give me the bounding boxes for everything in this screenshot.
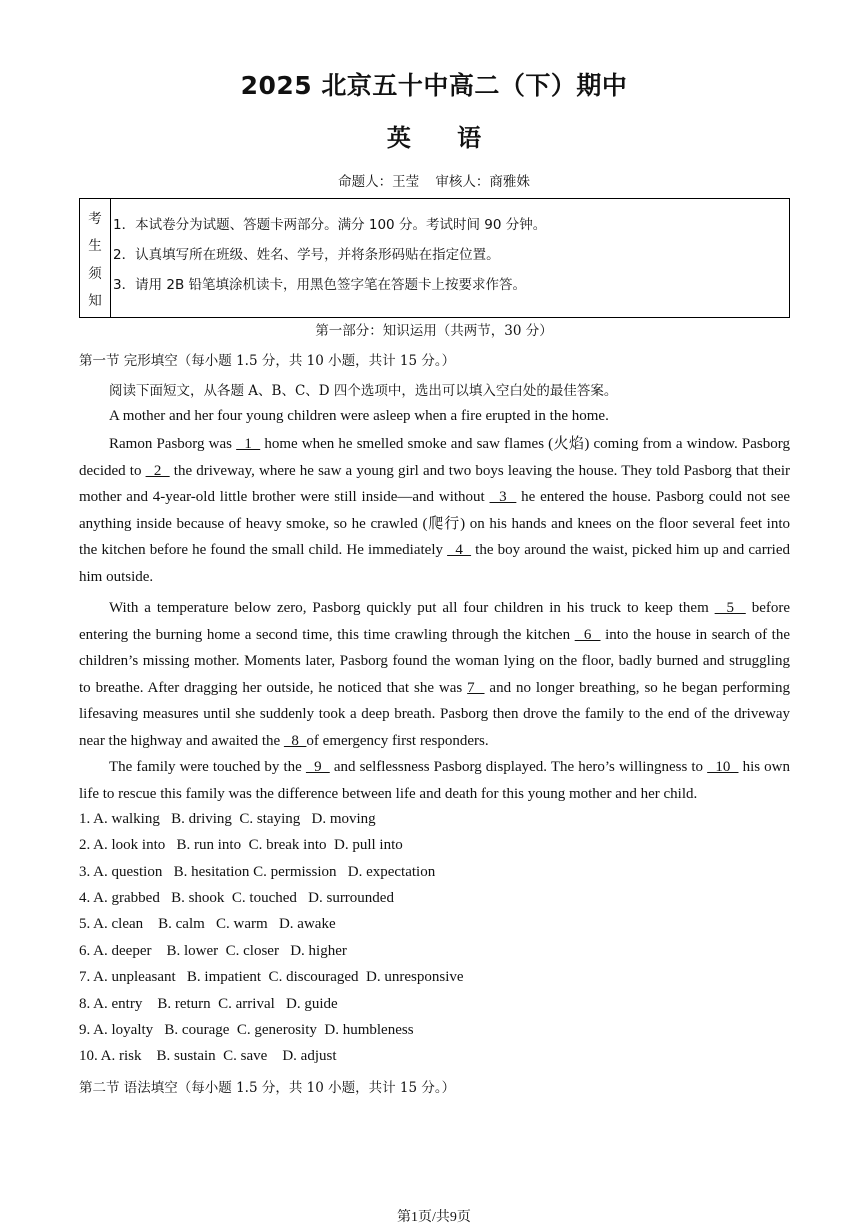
- section-two-title: 第二节 语法填空（每小题 1.5 分，共 10 小题，共计 15 分。）: [79, 1080, 456, 1096]
- notice-heading-char: 生: [88, 238, 102, 255]
- passage-text: he entered the house. Pasborg could not see anything inside because of heavy smoke, so he crawled (爬行) on his hands and knees on the floor several feet into the kitchen before he found the small child. He immediately: [79, 489, 791, 559]
- instruction-text: 阅读下面短文，从各题 A、B、C、D 四个选项中，选出可以填入空白处的最佳答案。: [109, 383, 618, 399]
- blank-10: 10: [707, 759, 739, 775]
- part-one-title: 第一部分：知识运用（共两节，30 分）: [315, 323, 553, 339]
- notice-heading-char: 须: [88, 265, 102, 282]
- blank-2: 2: [145, 462, 170, 479]
- passage-text: the driveway, where he saw a young girl and two boys leaving the house. They told Pasborg that their mother and 4-year-old little brother were still inside—and without: [79, 462, 790, 506]
- option-row: 8. A. entry B. return C. arrival D. guide: [79, 996, 338, 1012]
- passage-paragraph-4: [79, 754, 790, 807]
- subject-title: 英 语: [386, 124, 482, 152]
- notice-heading-char: 考: [88, 210, 102, 227]
- blank-3: 3: [489, 489, 517, 506]
- blank-6: 6: [574, 626, 601, 643]
- candidate-notice-box: [79, 198, 790, 318]
- exam-title: 2025 北京五十中高二（下）期中: [240, 71, 628, 100]
- page-number: 第1页/共9页: [397, 1210, 471, 1225]
- option-row: 3. A. question B. hesitation C. permission D. expectation: [79, 864, 436, 880]
- passage-text: home when he smelled smoke and saw flames (火焰) coming from a window. Pasborg decided to: [79, 436, 790, 479]
- option-row: 6. A. deeper B. lower C. closer D. higher: [79, 943, 347, 959]
- option-row: 4. A. grabbed B. shook C. touched D. surrounded: [79, 890, 394, 906]
- notice-item: 1．本试卷分为试题、答题卡两部分。满分 100 分。考试时间 90 分钟。: [113, 217, 547, 233]
- setter-name: 命题人：王莹: [338, 174, 420, 190]
- passage-paragraph-2: [79, 431, 790, 591]
- passage-text: and selflessness Pasborg displayed. The hero’s willingness to: [329, 759, 708, 775]
- option-row: 7. A. unpleasant B. impatient C. discouraged D. unresponsive: [79, 969, 464, 985]
- passage-text: and no longer breathing, so he began performing lifesaving measures until she suddenly took a deep breath. Pasborg then drove the family to the end of the driveway near the highway and awaited the: [79, 679, 791, 749]
- notice-item: 2．认真填写所在班级、姓名、学号，并将条形码贴在指定位置。: [113, 247, 500, 263]
- authors-line: [0, 170, 868, 190]
- option-row: 10. A. risk B. sustain C. save D. adjust: [79, 1048, 337, 1064]
- notice-heading-char: 知: [88, 293, 102, 310]
- notice-item: 3．请用 2B 铅笔填涂机读卡，用黑色签字笔在答题卡上按要求作答。: [113, 277, 527, 293]
- option-row: 9. A. loyalty B. courage C. generosity D. humbleness: [79, 1022, 414, 1038]
- passage-text: With a temperature below zero, Pasborg quickly put all four children in his truck to keep them: [109, 600, 715, 616]
- blank-5: 5: [714, 600, 746, 616]
- passage-text: his own life to rescue this family was the difference between life and death for this young mother and her child.: [79, 759, 790, 802]
- passage-paragraph-3: [79, 595, 790, 755]
- reviewer-name: 审核人：商雅姝: [435, 174, 530, 190]
- notice-items: [111, 199, 789, 317]
- passage-text: Ramon Pasborg was: [109, 436, 237, 452]
- passage-text: The family were touched by the: [109, 759, 306, 775]
- blank-9: 9: [305, 759, 330, 775]
- blank-1: 1: [236, 436, 261, 452]
- option-row: 2. A. look into B. run into C. break into D. pull into: [79, 837, 403, 853]
- option-row: 5. A. clean B. calm C. warm D. awake: [79, 916, 336, 932]
- notice-heading: [80, 199, 111, 317]
- option-row: 1. A. walking B. driving C. staying D. moving: [79, 811, 376, 827]
- blank-7: 7: [467, 679, 485, 696]
- passage-text: the boy around the waist, picked him up and carried him outside.: [79, 542, 791, 585]
- passage-text: of emergency first responders.: [306, 732, 489, 749]
- passage-text: before entering the burning home a second time, this time crawling through the kitchen: [79, 600, 790, 643]
- passage-text: into the house in search of the children’s missing mother. Moments later, Pasborg found the woman lying on the floor, badly burned and struggling to breathe. After dragging her outside, he noticed that she was: [79, 626, 791, 696]
- passage-paragraph-1: A mother and her four young children were asleep when a fire erupted in the home.: [109, 408, 609, 424]
- section-one-title: 第一节 完形填空（每小题 1.5 分，共 10 小题，共计 15 分。）: [79, 353, 456, 369]
- blank-8: 8: [283, 732, 307, 749]
- blank-4: 4: [447, 542, 472, 559]
